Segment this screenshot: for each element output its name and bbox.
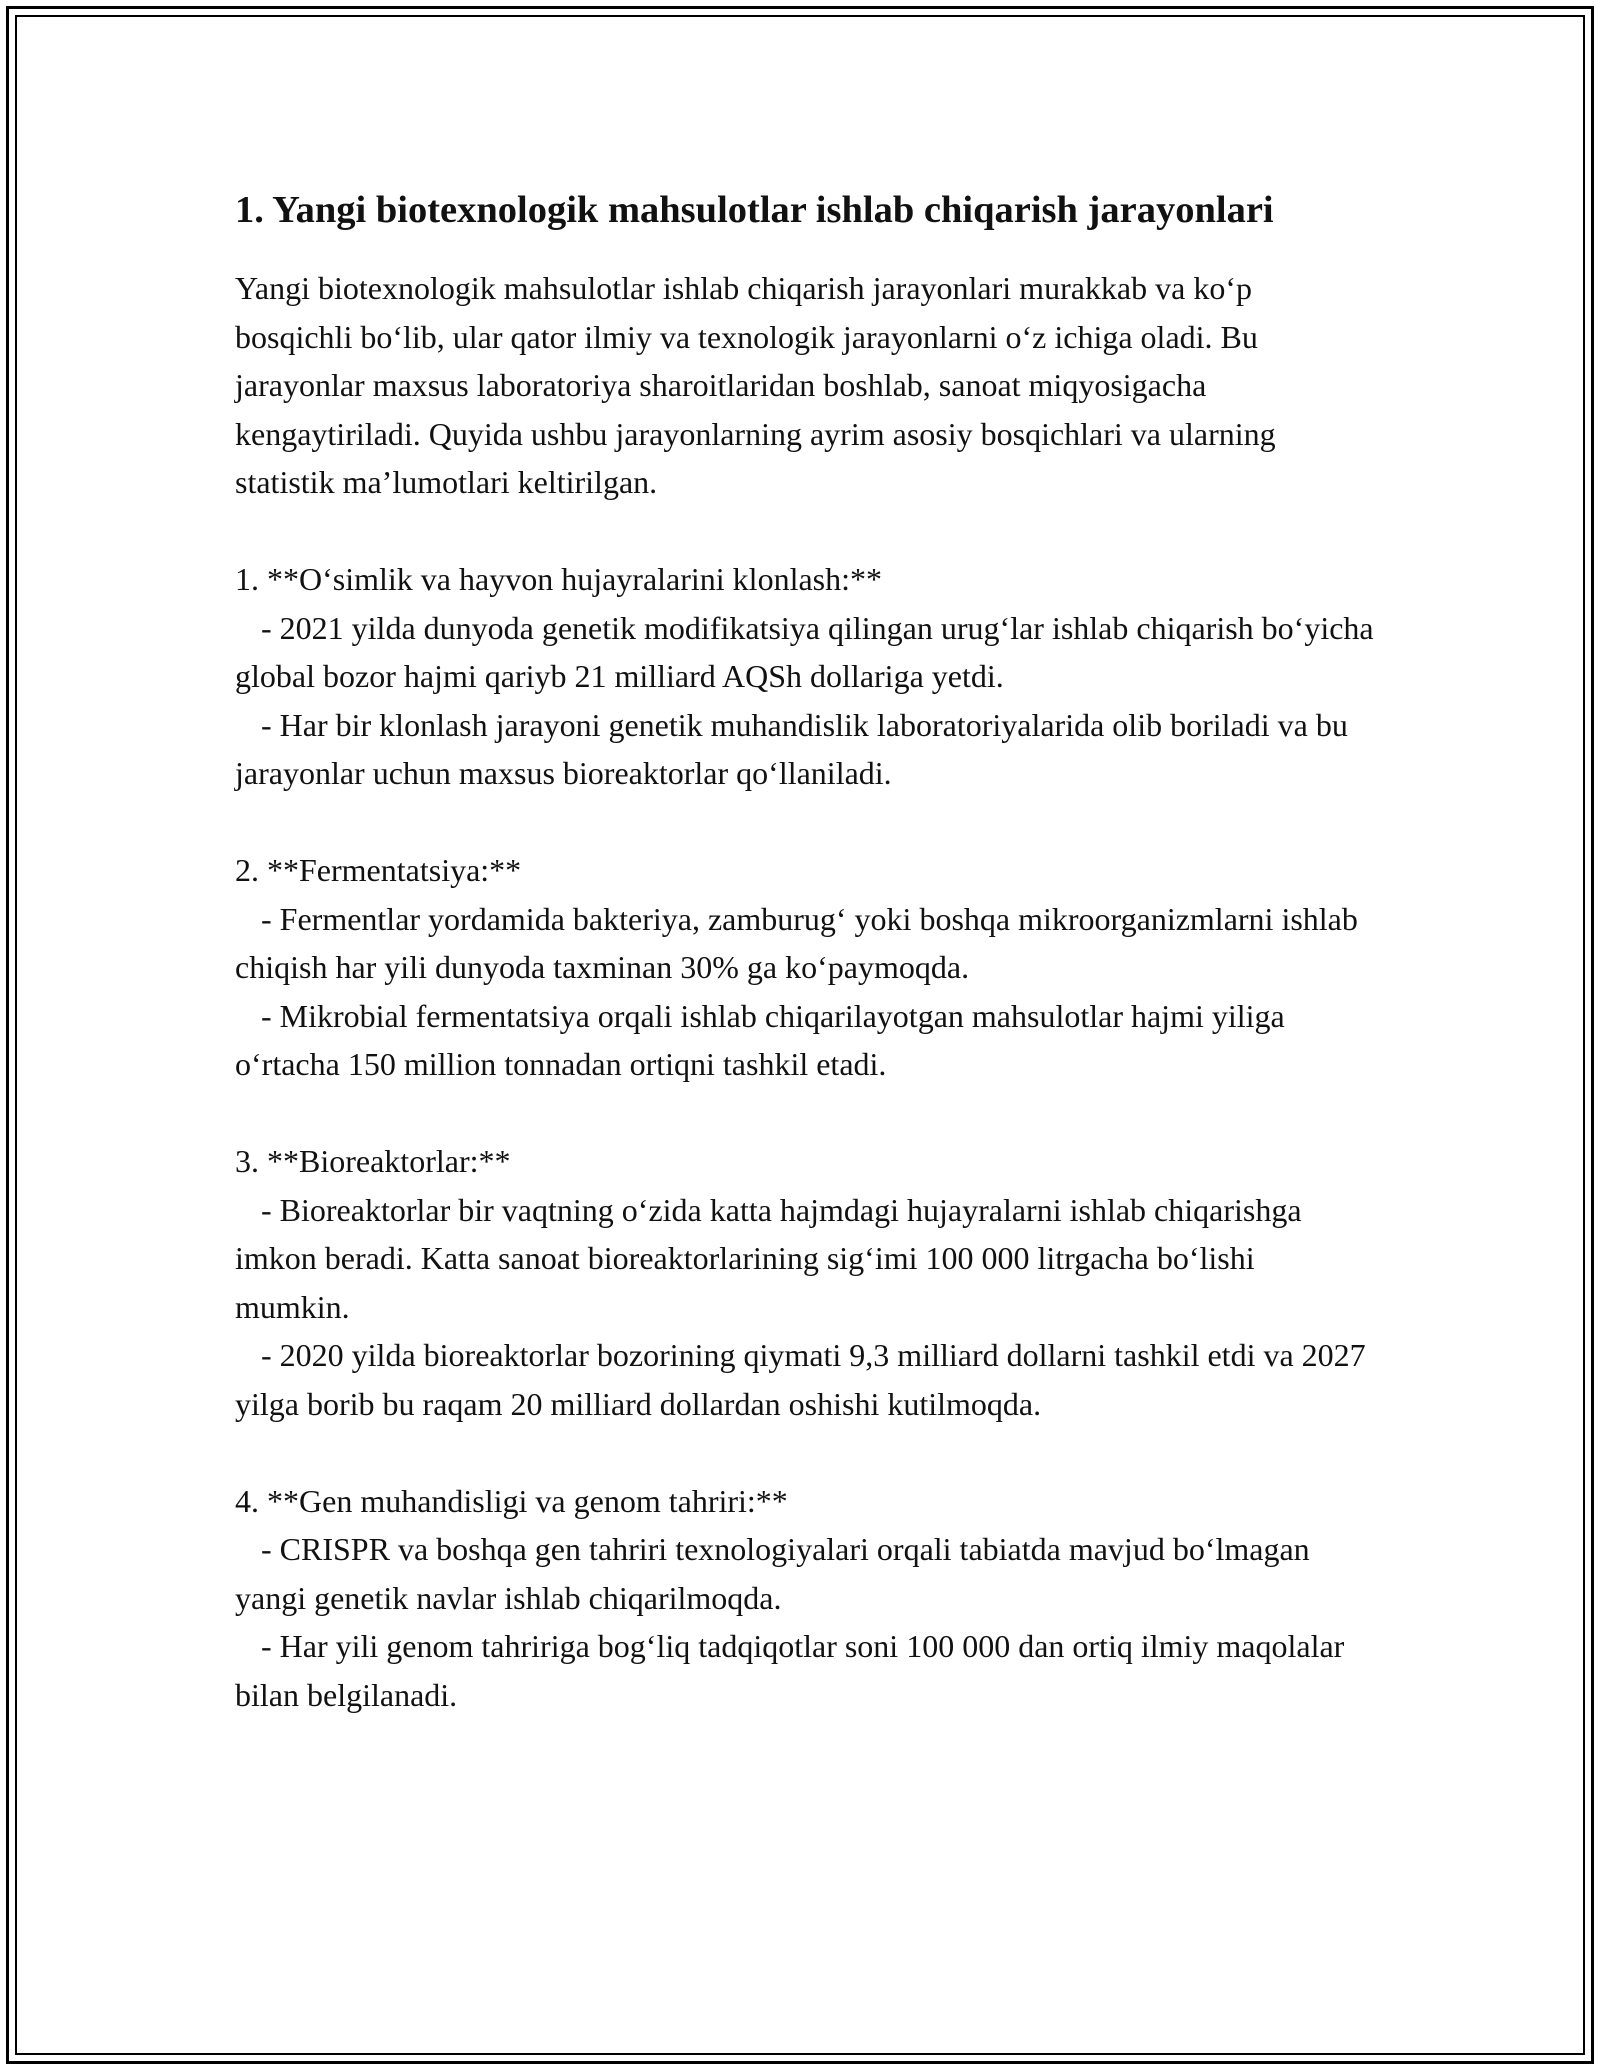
section-bullet: - Bioreaktorlar bir vaqtning oʻzida katta hajmdagi hujayralarni ishlab chiqarishga imkon beradi. Katta sanoat bioreaktorlarining sigʻimi 100 000 litrgacha boʻlishi mumkin. — [235, 1191, 1302, 1325]
section-bullet: - CRISPR va boshqa gen tahriri texnologiyalari orqali tabiatda mavjud boʻlmagan yangi genetik navlar ishlab chiqarilmoqda. — [235, 1531, 1310, 1616]
section-heading: 3. **Bioreaktorlar:** — [235, 1143, 511, 1179]
section-bullet: - Mikrobial fermentatsiya orqali ishlab chiqarilayotgan mahsulotlar hajmi yiliga oʻrtacha 150 million tonnadan ortiqni tashkil etadi. — [235, 997, 1285, 1082]
section-bullet: - Fermentlar yordamida bakteriya, zamburugʻ yoki boshqa mikroorganizmlarni ishlab chiqish har yili dunyoda taxminan 30% ga koʻpaymoqda. — [235, 900, 1358, 985]
section-2 — [235, 846, 1375, 1089]
section-1 — [235, 555, 1375, 798]
section-heading: 4. **Gen muhandisligi va genom tahriri:** — [235, 1482, 788, 1519]
section-4 — [235, 1477, 1375, 1720]
section-3 — [235, 1137, 1375, 1428]
section-bullet: - 2020 yilda bioreaktorlar bozorining qiymati 9,3 milliard dollarni tashkil etdi va 2027 yilga borib bu raqam 20 milliard dollardan oshishi kutilmoqda. — [235, 1337, 1366, 1422]
section-bullet: - Har bir klonlash jarayoni genetik muhandislik laboratoriyalarida olib boriladi va bu jarayonlar uchun maxsus bioreaktorlar qoʻllaniladi. — [235, 706, 1348, 791]
intro-paragraph: Yangi biotexnologik mahsulotlar ishlab chiqarish jarayonlari murakkab va koʻp bosqichli boʻlib, ular qator ilmiy va texnologik jarayonlarni oʻz ichiga oladi. Bu jarayonlar maxsus laboratoriya sharoitlaridan boshlab, sanoat miqyosigacha kengaytiriladi. Quyida ushbu jarayonlarning ayrim asosiy bosqichlari va ularning statistik ma’lumotlari keltirilgan. — [235, 270, 1276, 500]
document-body — [235, 186, 1375, 1719]
section-bullet: - Har yili genom tahririga bogʻliq tadqiqotlar soni 100 000 dan ortiq ilmiy maqolalar bilan belgilanadi. — [235, 1628, 1345, 1713]
section-heading: 2. **Fermentatsiya:** — [235, 852, 522, 888]
document-title: 1. Yangi biotexnologik mahsulotlar ishlab chiqarish jarayonlari — [235, 189, 1274, 231]
section-bullet: - 2021 yilda dunyoda genetik modifikatsiya qilingan urugʻlar ishlab chiqarish boʻyicha global bozor hajmi qariyb 21 milliard AQSh dollariga yetdi. — [235, 609, 1374, 694]
section-heading: 1. **Oʻsimlik va hayvon hujayralarini klonlash:** — [235, 561, 882, 597]
